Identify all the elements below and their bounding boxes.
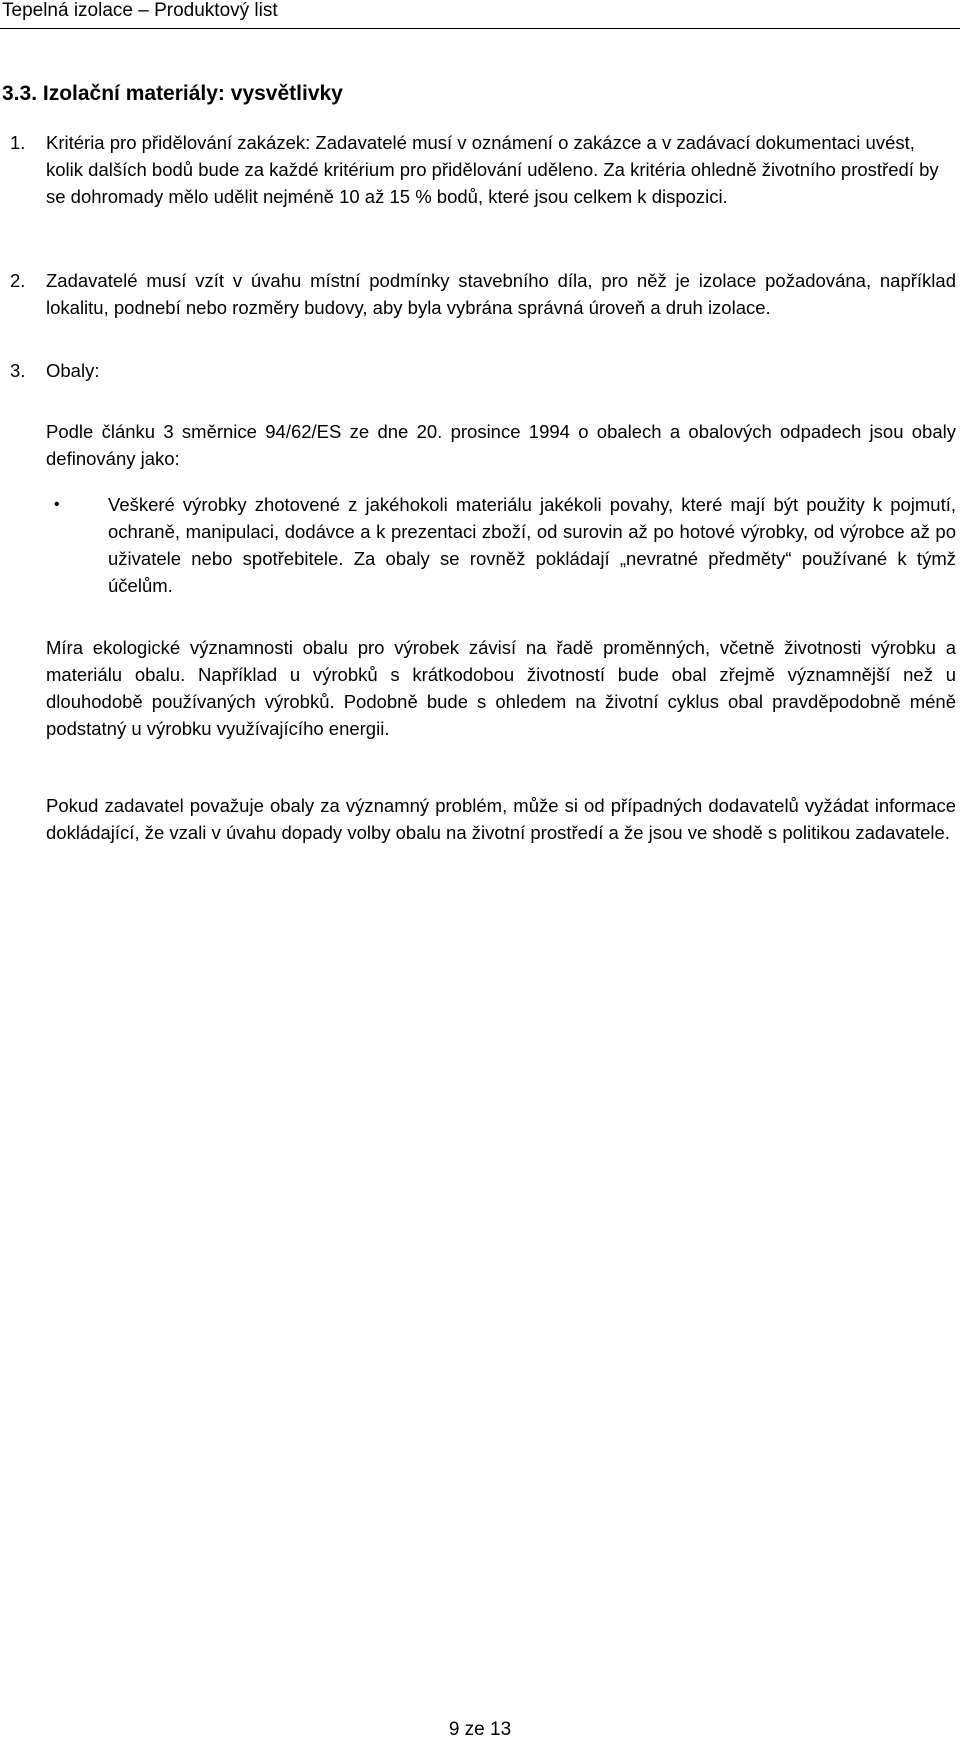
packaging-intro-text: Podle článku 3 směrnice 94/62/ES ze dne 20. prosince 1994 o obalech a obalových odpadech jsou obaly definovány jako:: [46, 421, 956, 469]
item-number: 1.: [10, 132, 26, 153]
header-divider: [0, 28, 960, 29]
packaging-intro: [10, 418, 956, 472]
item-number: 2.: [10, 270, 26, 291]
packaging-definition: [10, 491, 956, 599]
packaging-paragraph-1: [10, 634, 956, 742]
item-text: Kritéria pro přidělování zakázek: Zadavatelé musí v oznámení o zakázce a v zadávací dokumentaci uvést, kolik dalších bodů bude za každé kritérium pro přidělování uděleno. Za kritéria ohledně životního prostředí by se dohromady mělo udělit nejméně 10 až 15 % bodů, které jsou celkem k dispozici.: [46, 132, 939, 207]
running-header: Tepelná izolace – Produktový list: [2, 0, 278, 21]
item-text: Zadavatelé musí vzít v úvahu místní podmínky stavebního díla, pro něž je izolace požadována, například lokalitu, podnebí nebo rozměry budovy, aby byla vybrána správná úroveň a druh izolace.: [46, 270, 956, 318]
bullet-dot-icon: •: [54, 496, 60, 513]
numbered-item-2: [10, 267, 956, 321]
bullet-text: Veškeré výrobky zhotovené z jakéhokoli materiálu jakékoli povahy, které mají být použity k pojmutí, ochraně, manipulaci, dodávce a k prezentaci zboží, od surovin až po hotové výrobky, od výrobce až po uživatele nebo spotřebitele. Za obaly se rovněž pokládají „nevratné předměty“ používané k týmž účelům.: [108, 494, 956, 596]
numbered-item-1: [10, 129, 956, 210]
paragraph-text: Míra ekologické významnosti obalu pro výrobek závisí na řadě proměnných, včetně životnosti výrobku a materiálu obalu. Například u výrobků s krátkodobou životností bude obal zřejmě významnější než u dlouhodobě používaných výrobků. Podobně bude s ohledem na životní cyklus obal pravděpodobně méně podstatný u výrobku využívajícího energii.: [46, 637, 956, 739]
paragraph-text: Pokud zadavatel považuje obaly za významný problém, může si od případných dodavatelů vyžádat informace dokládající, že vzali v úvahu dopady volby obalu na životní prostředí a že jsou ve shodě s politikou zadavatele.: [46, 795, 956, 843]
item-text: Obaly:: [46, 360, 100, 381]
section-heading: 3.3. Izolační materiály: vysvětlivky: [2, 82, 343, 105]
item-number: 3.: [10, 360, 26, 381]
numbered-item-3: [10, 357, 956, 384]
packaging-paragraph-2: [10, 792, 956, 846]
page-number: 9 ze 13: [448, 1719, 512, 1740]
